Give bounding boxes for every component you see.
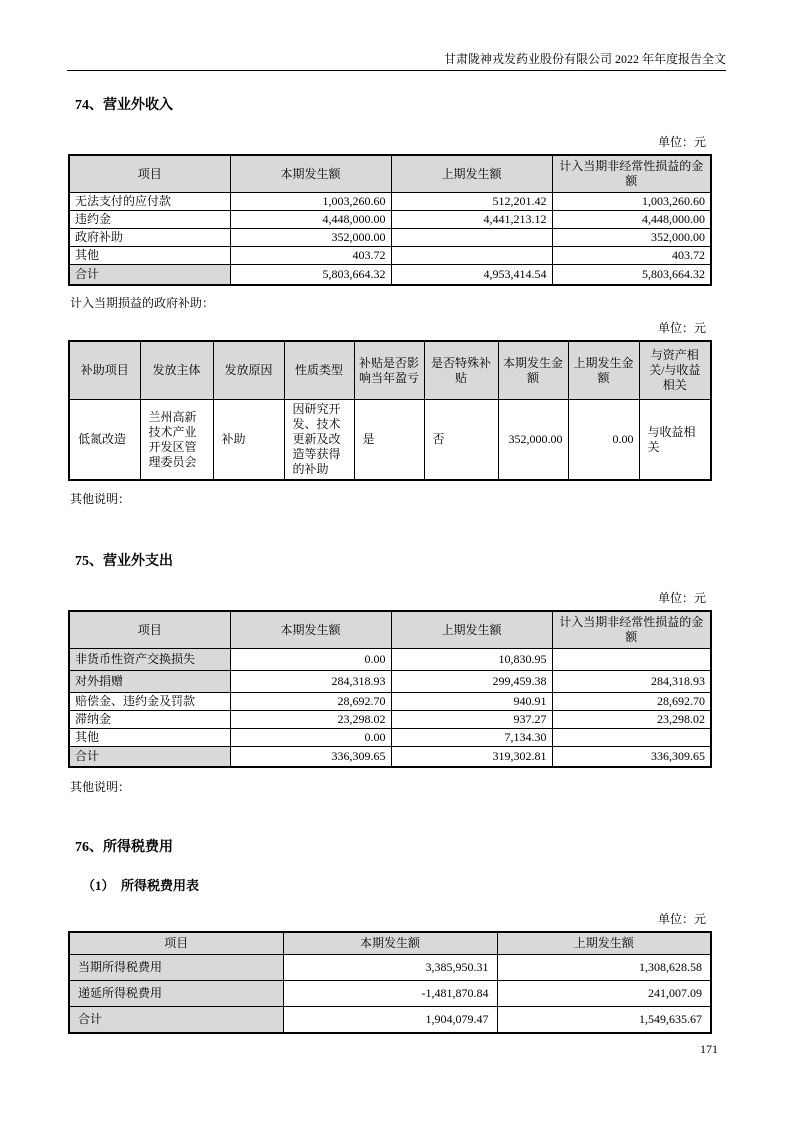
cell-current-amount: 352,000.00: [498, 400, 568, 481]
cell-total-prior: 1,549,635.67: [497, 1007, 711, 1034]
col-header-current-amount: 本期发生金额: [498, 341, 568, 400]
cell-nonrecurring: 4,448,000.00: [552, 211, 711, 229]
page-number: 171: [700, 1042, 718, 1056]
cell-prior: 299,459.38: [391, 671, 552, 693]
col-header-affects-profit: 补贴是否影响当年盈亏: [354, 341, 424, 400]
col-header-issuer: 发放主体: [140, 341, 213, 400]
other-notes-label: 其他说明：: [70, 492, 131, 506]
cell-reason: 补助: [213, 400, 284, 481]
col-header-item: 项目: [69, 611, 230, 649]
cell-prior: 937.27: [391, 711, 552, 729]
cell-related: 与收益相关: [639, 400, 711, 481]
cell-nonrecurring: 23,298.02: [552, 711, 711, 729]
table-row: [69, 711, 711, 729]
non-operating-expense-table: [68, 610, 712, 768]
table-header-row: [69, 155, 711, 193]
table-row: [69, 729, 711, 747]
unit-label-3: 单位：元: [657, 591, 706, 605]
cell-nonrecurring: 28,692.70: [552, 693, 711, 711]
cell-current: 28,692.70: [230, 693, 391, 711]
cell-item: 违约金: [69, 211, 230, 229]
cell-total-label: 合计: [69, 1007, 283, 1034]
cell-prior: [391, 247, 552, 265]
col-header-prior-amount: 上期发生金额: [568, 341, 639, 400]
page-header: [67, 52, 726, 71]
cell-nonrecurring: 1,003,260.60: [552, 193, 711, 211]
table-row: [69, 400, 711, 481]
col-header-current: 本期发生额: [230, 155, 391, 193]
government-subsidy-table: [68, 340, 712, 481]
cell-affects-profit: 是: [354, 400, 424, 481]
cell-current: 1,003,260.60: [230, 193, 391, 211]
cell-nonrecurring: [552, 729, 711, 747]
cell-item: 其他: [69, 247, 230, 265]
cell-item: 当期所得税费用: [69, 955, 283, 981]
col-header-nature: 性质类型: [284, 341, 354, 400]
cell-prior-amount: 0.00: [568, 400, 639, 481]
cell-current: 4,448,000.00: [230, 211, 391, 229]
col-header-nonrecurring: 计入当期非经常性损益的金额: [552, 611, 711, 649]
table-row: [69, 229, 711, 247]
table-total-row: [69, 1007, 711, 1034]
table-row: [69, 649, 711, 671]
cell-current: 352,000.00: [230, 229, 391, 247]
table-total-row: [69, 747, 711, 768]
cell-item: 无法支付的应付款: [69, 193, 230, 211]
cell-item: 赔偿金、违约金及罚款: [69, 693, 230, 711]
govt-subsidy-note: 计入当期损益的政府补助：: [70, 296, 215, 310]
cell-prior: 241,007.09: [497, 981, 711, 1007]
table-row: [69, 693, 711, 711]
cell-item: 其他: [69, 729, 230, 747]
col-header-reason: 发放原因: [213, 341, 284, 400]
cell-total-nonrecurring: 5,803,664.32: [552, 265, 711, 286]
unit-label-2: 单位：元: [657, 321, 706, 335]
col-header-item: 项目: [69, 155, 230, 193]
cell-nature: 因研究开发、技术更新及改造等获得的补助: [284, 400, 354, 481]
col-header-item: 项目: [69, 932, 283, 955]
cell-total-nonrecurring: 336,309.65: [552, 747, 711, 768]
table-row: [69, 671, 711, 693]
col-header-prior: 上期发生额: [391, 611, 552, 649]
cell-current: 0.00: [230, 729, 391, 747]
cell-issuer: 兰州高新技术产业开发区管理委员会: [140, 400, 213, 481]
section-75-title: 75、营业外支出: [75, 554, 173, 569]
cell-nonrecurring: 352,000.00: [552, 229, 711, 247]
non-operating-income-table: [68, 154, 712, 286]
cell-current: 3,385,950.31: [283, 955, 497, 981]
table-row: [69, 981, 711, 1007]
cell-current: 403.72: [230, 247, 391, 265]
cell-current: 0.00: [230, 649, 391, 671]
cell-current: -1,481,870.84: [283, 981, 497, 1007]
cell-nonrecurring: [552, 649, 711, 671]
table-row: [69, 955, 711, 981]
cell-project: 低氮改造: [69, 400, 140, 481]
table-row: [69, 193, 711, 211]
cell-special: 否: [424, 400, 498, 481]
cell-total-prior: 4,953,414.54: [391, 265, 552, 286]
income-tax-table: [68, 931, 712, 1034]
cell-current: 284,318.93: [230, 671, 391, 693]
table-header-row: [69, 611, 711, 649]
table-row: [69, 247, 711, 265]
other-notes-label: 其他说明：: [70, 780, 131, 794]
cell-prior: [391, 229, 552, 247]
col-header-special: 是否特殊补贴: [424, 341, 498, 400]
section-76-title: 76、所得税费用: [75, 840, 173, 855]
cell-prior: 1,308,628.58: [497, 955, 711, 981]
cell-total-current: 336,309.65: [230, 747, 391, 768]
cell-nonrecurring: 403.72: [552, 247, 711, 265]
page-header-title: 甘肃陇神戎发药业股份有限公司 2022 年年度报告全文: [443, 52, 726, 66]
cell-total-prior: 319,302.81: [391, 747, 552, 768]
cell-item: 非货币性资产交换损失: [69, 649, 230, 671]
tax-table-subtitle: （1） 所得税费用表: [82, 878, 200, 893]
cell-prior: 7,134.30: [391, 729, 552, 747]
cell-prior: 4,441,213.12: [391, 211, 552, 229]
col-header-related: 与资产相关/与收益相关: [639, 341, 711, 400]
cell-item: 滞纳金: [69, 711, 230, 729]
section-74-title: 74、营业外收入: [75, 98, 173, 113]
cell-total-current: 1,904,079.47: [283, 1007, 497, 1034]
col-header-nonrecurring: 计入当期非经常性损益的金额: [552, 155, 711, 193]
cell-item: 递延所得税费用: [69, 981, 283, 1007]
page-content: [68, 97, 710, 1034]
cell-total-current: 5,803,664.32: [230, 265, 391, 286]
cell-nonrecurring: 284,318.93: [552, 671, 711, 693]
col-header-prior: 上期发生额: [391, 155, 552, 193]
table-total-row: [69, 265, 711, 286]
unit-label-1: 单位：元: [657, 135, 706, 149]
unit-label-4: 单位：元: [657, 912, 706, 926]
col-header-prior: 上期发生额: [497, 932, 711, 955]
cell-total-label: 合计: [69, 265, 230, 286]
cell-prior: 10,830.95: [391, 649, 552, 671]
cell-prior: 940.91: [391, 693, 552, 711]
col-header-current: 本期发生额: [283, 932, 497, 955]
cell-item: 对外捐赠: [69, 671, 230, 693]
table-header-row: [69, 341, 711, 400]
cell-prior: 512,201.42: [391, 193, 552, 211]
col-header-current: 本期发生额: [230, 611, 391, 649]
table-row: [69, 211, 711, 229]
cell-current: 23,298.02: [230, 711, 391, 729]
cell-total-label: 合计: [69, 747, 230, 768]
cell-item: 政府补助: [69, 229, 230, 247]
col-header-project: 补助项目: [69, 341, 140, 400]
table-header-row: [69, 932, 711, 955]
